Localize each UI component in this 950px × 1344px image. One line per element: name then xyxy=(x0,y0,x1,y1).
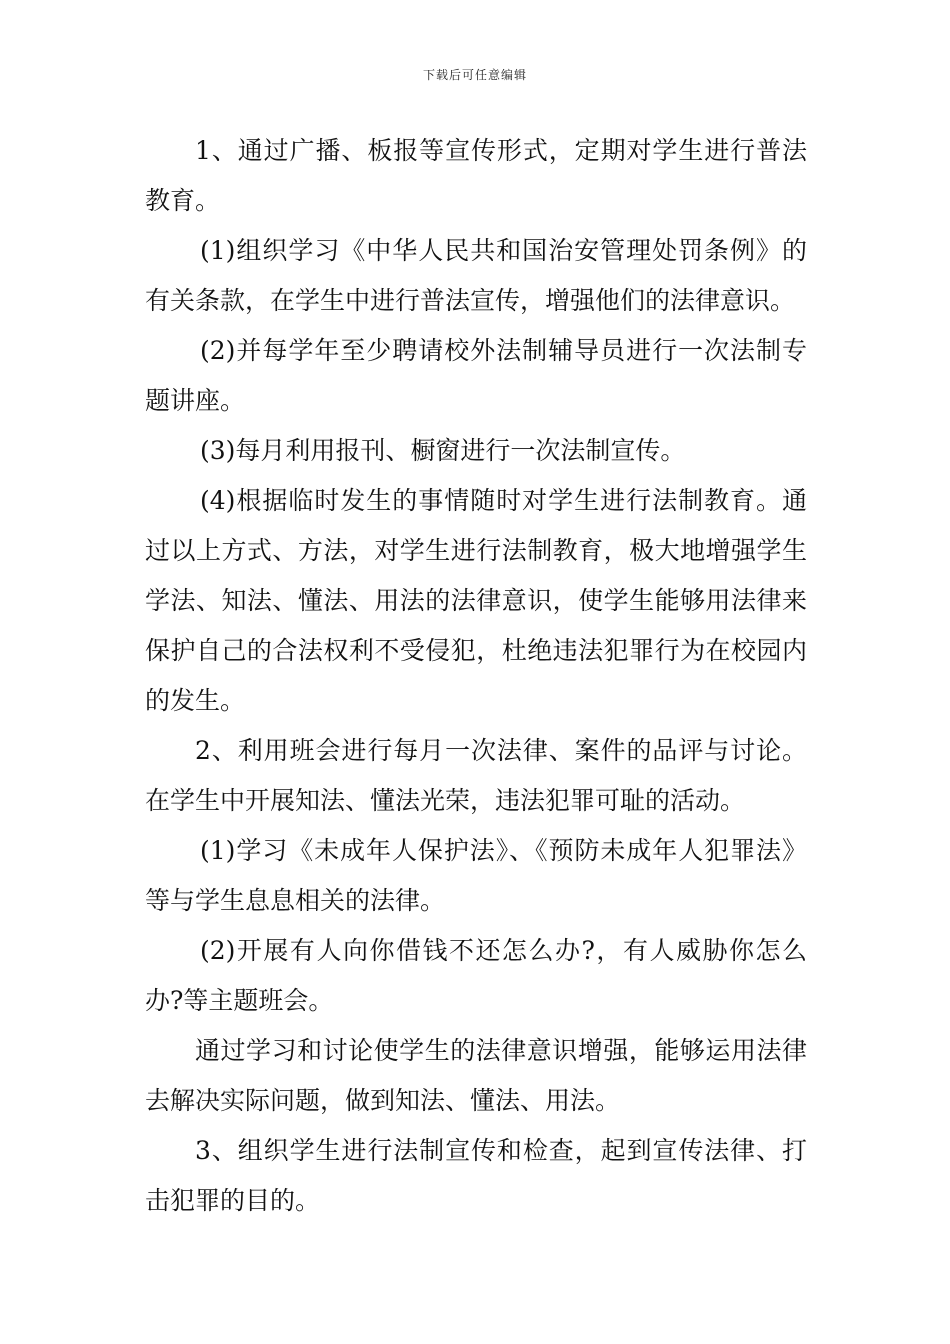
paragraph-1-4: (4)根据临时发生的事情随时对学生进行法制教育。通过以上方式、方法，对学生进行法制教育，极大地增强学生学法、知法、懂法、用法的法律意识，使学生能够用法律来保护自己的合法权利不受侵犯，杜绝违法犯罪行为在校园内的发生。 xyxy=(145,486,807,715)
document-body xyxy=(145,126,807,1226)
paragraph-2-1: (1)学习《未成年人保护法》、《预防未成年人犯罪法》等与学生息息相关的法律。 xyxy=(145,836,807,915)
paragraph-1-1: (1)组织学习《中华人民共和国治安管理处罚条例》的有关条款，在学生中进行普法宣传，增强他们的法律意识。 xyxy=(145,236,807,315)
paragraph-summary: 通过学习和讨论使学生的法律意识增强，能够运用法律去解决实际问题，做到知法、懂法、用法。 xyxy=(145,1036,807,1115)
paragraph-3: 3、组织学生进行法制宣传和检查，起到宣传法律、打击犯罪的目的。 xyxy=(145,1136,807,1215)
paragraph-1: 1、通过广播、板报等宣传形式，定期对学生进行普法教育。 xyxy=(145,136,807,215)
paragraph-2: 2、利用班会进行每月一次法律、案件的品评与讨论。在学生中开展知法、懂法光荣，违法犯罪可耻的活动。 xyxy=(145,736,807,815)
paragraph-1-2: (2)并每学年至少聘请校外法制辅导员进行一次法制专题讲座。 xyxy=(145,336,807,415)
paragraph-2-2: (2)开展有人向你借钱不还怎么办?，有人威胁你怎么办?等主题班会。 xyxy=(145,936,807,1015)
page-header-note: 下载后可任意编辑 xyxy=(422,68,527,82)
paragraph-1-3: (3)每月利用报刊、橱窗进行一次法制宣传。 xyxy=(200,436,686,465)
